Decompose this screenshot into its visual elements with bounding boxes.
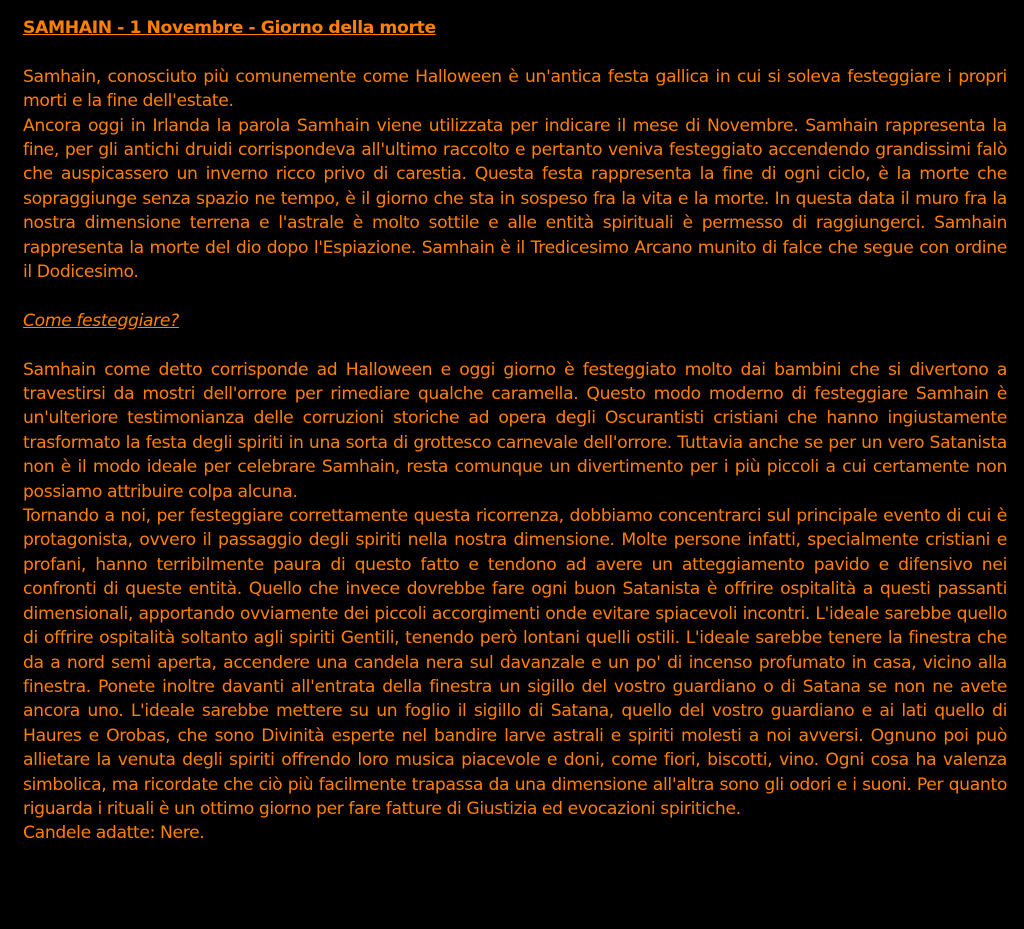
intro-paragraph: Samhain, conosciuto più comunemente come Halloween è un'antica festa gallica in cui si soleva festeggiare i propri morti e la fine dell'estate. <box>23 66 1007 112</box>
intro-paragraph: Ancora oggi in Irlanda la parola Samhain viene utilizzata per indicare il mese di Novembre. Samhain rappresenta la fine, per gli antichi druidi corrispondeva all'ultimo raccolto e pertanto veniva festeggiato accendendo grandissimi falò che auspicassero un inverno ricco privo di carestia. Questa festa rappresenta la fine di ogni ciclo, è la morte che sopraggiunge senza spazio ne tempo, è il giorno che sta in sospeso fra la vita e la morte. In questa data il muro fra la nostra dimensione terrena e l'astrale è molto sottile e alle entità spirituali è permesso di raggiungerci. Samhain rappresenta la morte del dio dopo l'Espiazione. Samhain è il Tredicesimo Arcano munito di falce che segue con ordine il Dodicesimo. <box>23 115 1007 283</box>
spacer <box>23 40 1007 64</box>
spacer <box>23 284 1007 308</box>
page-title: SAMHAIN - 1 Novembre - Giorno della morte <box>23 18 436 38</box>
section-heading: Come festeggiare? <box>23 310 179 331</box>
body-paragraph: Samhain come detto corrisponde ad Halloween e oggi giorno è festeggiato molto dai bambini che si divertono a travestirsi da mostri dell'orrore per rimediare qualche caramella. Questo modo moderno di festeggiare Samhain è un'ulteriore testimonianza delle corruzioni storiche ad opera degli Oscurantisti cristiani che hanno ingiustamente trasformato la festa degli spiriti in una sorta di grottesco carnevale dell'orrore. Tuttavia anche se per un vero Satanista non è il modo ideale per celebrare Samhain, resta comunque un divertimento per i più piccoli a cui certamente non possiamo attribuire colpa alcuna. <box>23 359 1007 502</box>
spacer <box>23 333 1007 357</box>
article <box>23 16 1007 846</box>
body-paragraph: Candele adatte: Nere. <box>23 823 205 844</box>
body-paragraph: Tornando a noi, per festeggiare correttamente questa ricorrenza, dobbiamo concentrarci sul principale evento di cui è protagonista, ovvero il passaggio degli spiriti nella nostra dimensione. Molte persone infatti, specialmente cristiani e profani, hanno terribilmente paura di questo fatto e tendono ad avere un atteggiamento pavido e difensivo nei confronti di queste entità. Quello che invece dovrebbe fare ogni buon Satanista è offrire ospitalità a questi passanti dimensionali, apportando ovviamente dei piccoli accorgimenti onde evitare spiacevoli incontri. L'ideale sarebbe quello di offrire ospitalità soltanto agli spiriti Gentili, tenendo però lontani quelli ostili. L'ideale sarebbe tenere la finestra che da a nord semi aperta, accendere una candela nera sul davanzale e un po' di incenso profumato in casa, vicino alla finestra. Ponete inoltre davanti all'entrata della finestra un sigillo del vostro guardiano o di Satana se non ne avete ancora uno. L'ideale sarebbe mettere su un foglio il sigillo di Satana, quello del vostro guardiano e ai lati quello di Haures e Orobas, che sono Divinità esperte nel bandire larve astrali e spiriti molesti a noi avversi. Ognuno poi può allietare la venuta degli spiriti offrendo loro musica piacevole e doni, come fiori, biscotti, vino. Ogni cosa ha valenza simbolica, ma ricordate che ciò più facilmente trapassa da una dimensione all'altra sono gli odori e i suoni. Per quanto riguarda i rituali è un ottimo giorno per fare fatture di Giustizia ed evocazioni spiritiche. <box>23 506 1007 819</box>
